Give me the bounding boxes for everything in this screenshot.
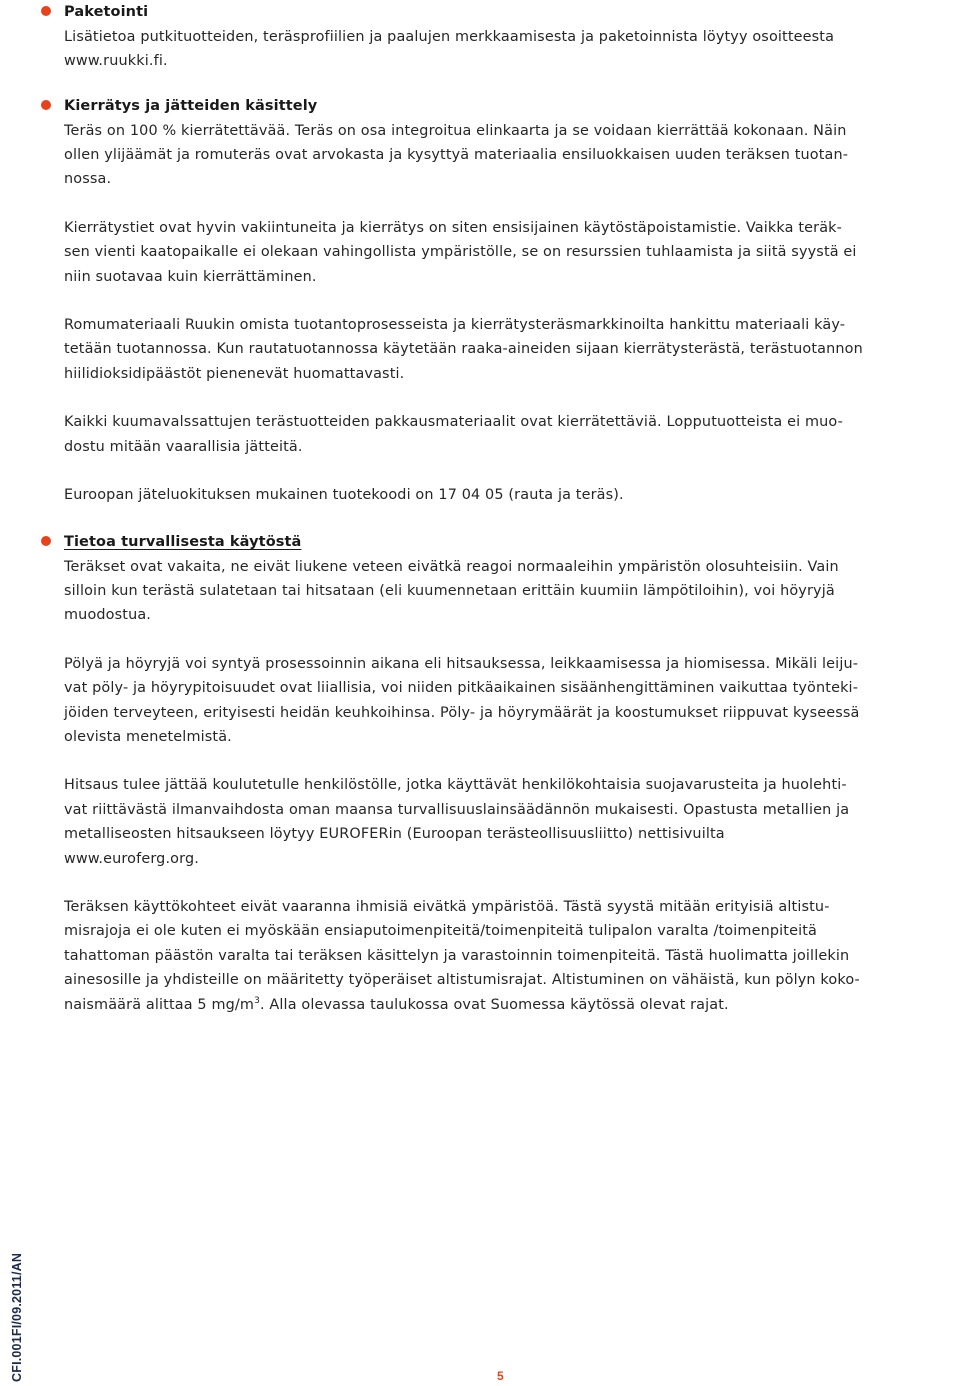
paragraph <box>64 216 954 289</box>
section-paketointi <box>64 0 834 73</box>
bullet-icon <box>41 100 51 110</box>
page-number: 5 <box>497 1369 504 1383</box>
text-line: misrajoja ei ole kuten ei myöskään ensiaputoimenpiteitä/toimenpiteitä tulipalon varalta /toimenpiteitä <box>64 923 817 940</box>
text-line: ollen ylijäämät ja romuteräs ovat arvokasta ja kysyttyä materiaalia ensiluokkaisen uuden teräksen tuotan- <box>64 146 849 163</box>
text-line: tahattoman päästön varalta tai teräksen käsittelyn ja varastoinnin toimenpiteitä. Tästä huolimatta joillekin <box>64 947 850 964</box>
text-line: Lisätietoa putkituotteiden, teräsprofiilien ja paalujen merkkaamisesta ja paketoinnista löytyy osoitteesta <box>64 28 835 45</box>
text-line: tetään tuotannossa. Kun rautatuotannossa käytetään raaka-aineiden sijaan kierrätysterästä, terästuotannon <box>64 341 863 358</box>
text-line: Teräkset ovat vakaita, ne eivät liukene veteen eivätkä reagoi normaaleihin ympäristön olosuhteisiin. Vain <box>64 558 839 575</box>
text-line: hiilidioksidipäästöt pienenevät huomattavasti. <box>64 365 405 382</box>
text-line: Euroopan jäteluokituksen mukainen tuotekoodi on 17 04 05 (rauta ja teräs). <box>64 486 624 503</box>
text-line: Kaikki kuumavalssattujen terästuotteiden pakkausmateriaalit ovat kierrätettäviä. Lopputuotteista ei muo- <box>64 414 843 431</box>
paragraph <box>64 555 954 628</box>
paragraph <box>64 119 954 192</box>
paragraph <box>64 410 954 459</box>
text-line: nossa. <box>64 171 112 188</box>
bullet-icon <box>41 6 51 16</box>
text-fragment: . Alla olevassa taulukossa ovat Suomessa käytössä olevat rajat. <box>259 996 729 1013</box>
text-line: dostu mitään vaarallisia jätteitä. <box>64 438 303 455</box>
text-fragment: naismäärä alittaa 5 mg/m <box>64 996 255 1013</box>
superscript: 3 <box>254 995 260 1006</box>
link-euroferg[interactable]: www.euroferg.org. <box>64 850 199 867</box>
text-line: silloin kun terästä sulatetaan tai hitsataan (eli kuumennetaan erittäin kuumiin lämpötiloihin), voi höyryjä <box>64 582 835 599</box>
paragraph <box>64 895 954 1017</box>
text-line: Hitsaus tulee jättää koulutetulle henkilöstölle, jotka käyttävät henkilökohtaisia suojavarusteita ja huolehti- <box>64 777 847 794</box>
text-line: metalliseosten hitsaukseen löytyy EUROFERin (Euroopan terästeollisuusliitto) nettisivuilta <box>64 826 725 843</box>
paragraph <box>64 25 834 74</box>
text-line: ainesosille ja yhdisteille on määritetty työperäiset altistumisrajat. Altistuminen on vähäistä, kun pölyn koko- <box>64 972 860 989</box>
text-line: vat riittävästä ilmanvaihdosta oman maansa turvallisuuslainsäädännön mukaisesti. Opastusta metallien ja <box>64 801 850 818</box>
section-title-paketointi: Paketointi <box>64 4 149 20</box>
text-line: Teräksen käyttökohteet eivät vaaranna ihmisiä eivätkä ympäristöä. Tästä syystä mitään erityisiä altistu- <box>64 898 830 915</box>
paragraph <box>64 773 954 871</box>
text-line: Romumateriaali Ruukin omista tuotantoprosesseista ja kierrätysteräsmarkkinoilta hankittu materiaali käy- <box>64 316 846 333</box>
text-line <box>64 997 729 1013</box>
text-line: vat pöly- ja höyrypitoisuudet ovat liiallisia, voi niiden pitkäaikainen sisäänhengittäminen vaikuttaa työnteki- <box>64 680 859 697</box>
bullet-icon <box>41 536 51 546</box>
text-line: muodostua. <box>64 607 152 624</box>
section-title-turvallisuus: Tietoa turvallisesta käytöstä <box>64 534 302 550</box>
paragraph <box>64 313 954 386</box>
text-line: Pölyä ja höyryjä voi syntyä prosessoinnin aikana eli hitsauksessa, leikkaamisessa ja hiomisessa. Mikäli leiju- <box>64 655 859 672</box>
text-line: Teräs on 100 % kierrätettävää. Teräs on osa integroitua elinkaarta ja se voidaan kierrättää kokonaan. Näin <box>64 122 847 139</box>
link-ruukki[interactable]: www.ruukki.fi. <box>64 52 168 69</box>
section-kierratys <box>64 94 954 507</box>
document-code <box>0 1252 24 1382</box>
paragraph <box>64 483 954 507</box>
text-line: olevista menetelmistä. <box>64 728 232 745</box>
document-code-text: CFI.001FI/09.2011/AN <box>10 1252 24 1382</box>
text-line: Kierrätystiet ovat hyvin vakiintuneita ja kierrätys on siten ensisijainen käytöstäpoistamistie. Vaikka teräk- <box>64 219 842 236</box>
section-turvallisuus <box>64 530 954 1017</box>
text-line: niin suotavaa kuin kierrättäminen. <box>64 268 317 285</box>
text-line: sen vienti kaatopaikalle ei olekaan vahingollista ympäristölle, se on resurssien tuhlaamista ja siitä syystä ei <box>64 244 857 261</box>
paragraph <box>64 652 954 750</box>
section-title-kierratys: Kierrätys ja jätteiden käsittely <box>64 98 318 114</box>
text-line: jöiden terveyteen, erityisesti heidän keuhkoihinsa. Pöly- ja höyrymäärät ja koostumukset riippuvat kyseessä <box>64 704 860 721</box>
